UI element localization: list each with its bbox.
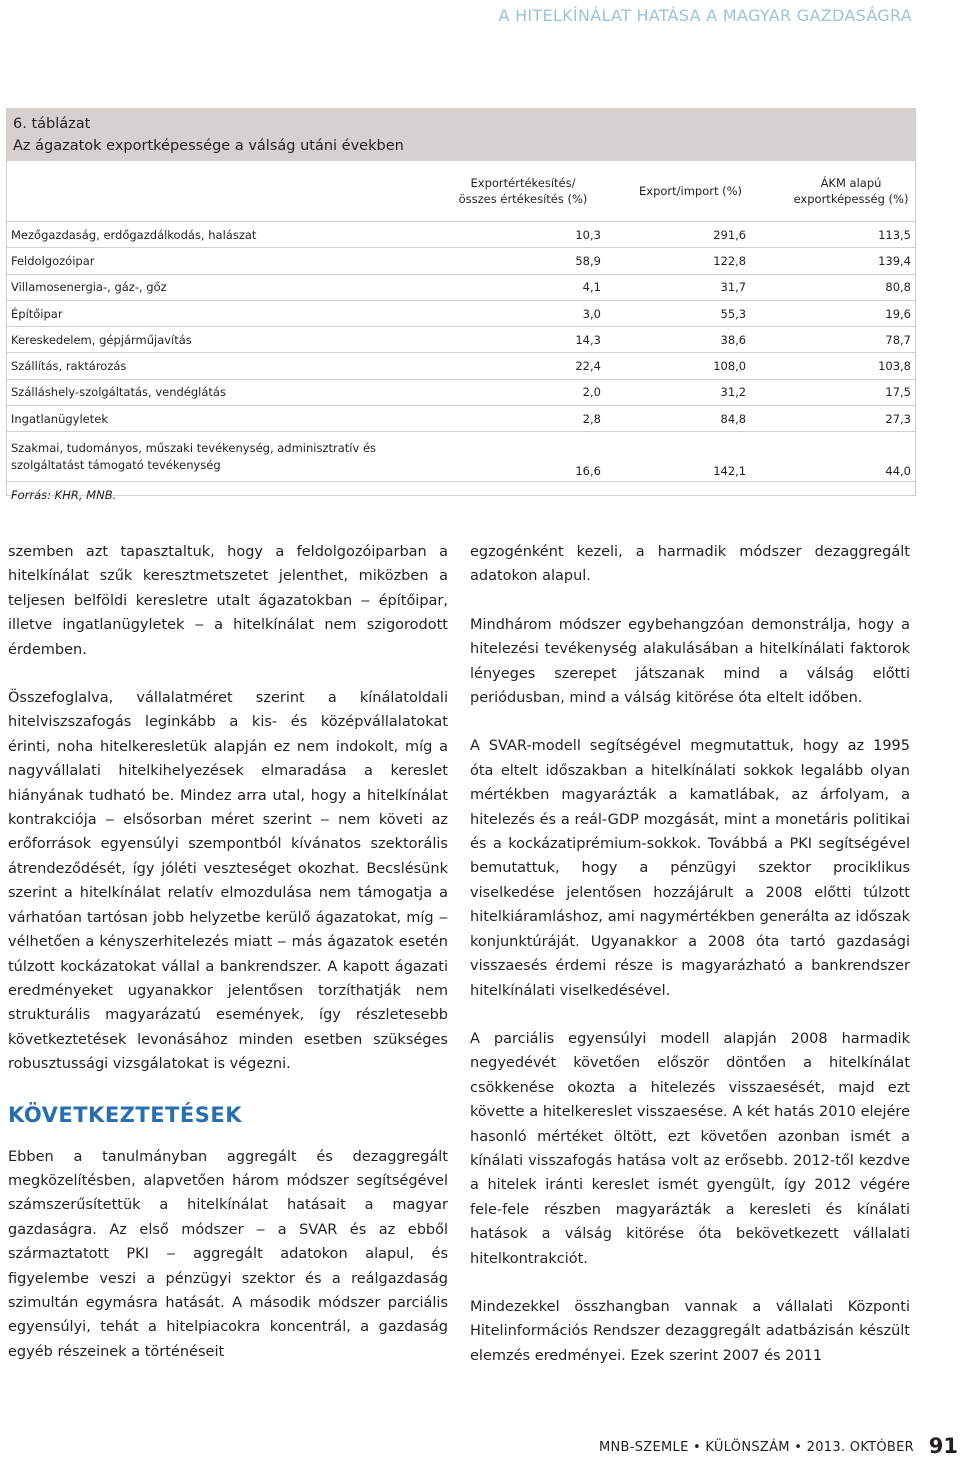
- row-value-2: 31,2: [720, 385, 747, 400]
- row-name: Építőipar: [11, 306, 63, 321]
- table-row: [7, 248, 915, 274]
- paragraph: Ebben a tanulmányban aggregált és dezaggregált megközelítésben, alapvetően három módszer segítségével számszerűsítettük a hitelkínálat hatásait a magyar gazdaságra. Az első módszer ‒ a SVAR és az ebből származtatott PKI ‒ aggregált adatokon alapul, és figyelembe veszi a pénzügyi szektor és a reálgazdaság szimultán egymásra hatását. A második módszer parciális egyensúlyi, tehát a hitelpiacokra koncentrál, a gazdaság egyéb részeinek a történéseit: [8, 1148, 448, 1360]
- paragraph: A SVAR-modell segítségével megmutattuk, hogy az 1995 óta eltelt időszakban a hitelkínálati sokkok legalább olyan mértékben magyarázták a kamatlábak, az árfolyam, a hitelezés és a reál-GDP mozgását, mint a monetáris politikai és a kockázatiprémium-sokkok. Továbbá a PKI segítségével bemutattuk, hogy a pénzügyi szektor prociklikus viselkedése jelentősen hozzájárult a 2008 előtti túlzott hitelkiáramláshoz, ami nagymértékben generálta az időszak konjunktúráját. Ugyanakkor a 2008 óta tartó gazdasági visszaesés érdemi része is magyarázható a bankrendszer hitelkínálati viselkedésével.: [470, 738, 910, 999]
- row-value-3: 19,6: [885, 306, 911, 321]
- header-sector: [7, 161, 431, 222]
- row-name: Kereskedelem, gépjárműjavítás: [11, 332, 192, 347]
- row-value-3: 103,8: [878, 359, 911, 374]
- row-value-1: 3,0: [582, 306, 601, 321]
- paragraph: Mindezekkel összhangban vannak a vállalati Központi Hitelinformációs Rendszer dezaggregált adatbázisán készült elemzés eredményei. Ezek szerint 2007 és 2011: [470, 1298, 910, 1364]
- row-value-2: 122,8: [713, 253, 747, 268]
- paragraph: szemben azt tapasztaltuk, hogy a feldolgozóiparban a hitelkínálat szűk keresztmetszetet jelenthet, miközben a teljesen belföldi keresletre utalt ágazatokban ‒ építőipar, illetve ingatlanügyletek ‒ a hitelkínálat nem szigorodott érdemben.: [8, 544, 448, 658]
- header-export-import: Export/import (%): [639, 184, 743, 198]
- row-name: Szakmai, tudományos, műszaki tevékenység, adminisztratív és szolgáltatást támogató tevékenység: [11, 440, 377, 472]
- row-value-1: 4,1: [582, 280, 601, 295]
- row-name: Szálláshely-szolgáltatás, vendéglátás: [11, 385, 226, 400]
- row-value-1: 22,4: [575, 359, 601, 374]
- right-column: [470, 540, 910, 1392]
- table-row: [7, 222, 915, 248]
- row-value-1: 14,3: [575, 332, 601, 347]
- row-value-1: 16,6: [575, 464, 601, 479]
- row-value-3: 80,8: [885, 280, 911, 295]
- table-header-row: [7, 161, 915, 222]
- row-value-1: 58,9: [575, 253, 601, 268]
- paragraph: Mindhárom módszer egybehangzóan demonstrálja, hogy a hitelezési tevékenység alakulásában a hitelkínálati faktorok lényeges szerepet játszanak mind a válság előtti periódusban, mind a válság kitörése óta eltelt időben.: [470, 616, 910, 707]
- table-number: 6. táblázat: [13, 116, 91, 132]
- running-head: A HITELKÍNÁLAT HATÁSA A MAGYAR GAZDASÁGRA: [498, 6, 912, 25]
- table-source: Forrás: KHR, MNB.: [7, 481, 915, 502]
- row-value-2: 84,8: [720, 411, 747, 426]
- row-value-1: 2,8: [582, 411, 601, 426]
- row-value-3: 27,3: [885, 411, 911, 426]
- table-row: [7, 406, 915, 432]
- table-row: [7, 300, 915, 326]
- table-row: [7, 353, 915, 379]
- header-export-share: Exportértékesítés/ összes értékesítés (%): [458, 176, 588, 206]
- left-column: [8, 540, 448, 1388]
- row-value-2: 55,3: [720, 306, 747, 321]
- row-name: Villamosenergia-, gáz-, gőz: [11, 280, 167, 295]
- section-heading: KÖVETKEZTETÉSEK: [8, 1102, 242, 1127]
- row-name: Ingatlanügyletek: [11, 411, 108, 426]
- row-value-3: 44,0: [885, 464, 911, 479]
- row-value-2: 31,7: [720, 280, 747, 295]
- row-value-1: 10,3: [575, 227, 601, 242]
- table-row: [7, 432, 915, 482]
- row-value-3: 139,4: [878, 253, 911, 268]
- row-name: Szállítás, raktározás: [11, 359, 127, 374]
- row-value-2: 108,0: [713, 359, 747, 374]
- row-value-2: 291,6: [713, 227, 747, 242]
- row-value-2: 142,1: [713, 464, 747, 479]
- export-table: [7, 161, 915, 481]
- row-value-2: 38,6: [720, 332, 747, 347]
- paragraph: Összefoglalva, vállalatméret szerint a kínálatoldali hitelviszszafogás leginkább a kis- és középvállalatokat érinti, noha hitelkeresletük alapján ez nem indokolt, míg a nagyvállalati hitelkihelyezések elmaradása a kereslet hiányának tudható be. Mindez arra utal, hogy a hitelkínálat kontrakciója ‒ elsősorban méret szerint ‒ nem követi az erőforrások egyensúlyi szempontból kívánatos szektorális átrendeződését, így jóléti veszteséget okozhat. Becslésünk szerint a hitelkínálat relatív elmozdulása nem támogatja a várhatóan tartósan jobb helyzetbe kerülő ágazatokat, míg ‒ vélhetően a kényszerhitelezés miatt ‒ más ágazatok esetén túlzott kockázatokat vállal a bankrendszer. A kapott ágazati eredményeket ugyanakkor jelentősen torzíthatják nem strukturális magyarázatú események, így részletesebb következtetések levonásához minden esetben szükséges robusztussági vizsgálatokat is végezni.: [8, 690, 448, 1073]
- row-value-3: 17,5: [885, 385, 911, 400]
- header-akm: ÁKM alapú exportképesség (%): [793, 176, 909, 206]
- row-name: Feldolgozóipar: [11, 253, 95, 268]
- table-6: [6, 108, 916, 503]
- table-row: [7, 379, 915, 405]
- table-title: Az ágazatok exportképessége a válság utáni években: [13, 138, 404, 154]
- row-value-3: 113,5: [878, 227, 911, 242]
- footer-publication: MNB-SZEMLE • KÜLÖNSZÁM • 2013. OKTÓBER: [599, 1440, 914, 1455]
- table-row: [7, 274, 915, 300]
- row-name: Mezőgazdaság, erdőgazdálkodás, halászat: [11, 227, 257, 242]
- table-row: [7, 327, 915, 353]
- table-caption: [7, 109, 915, 161]
- paragraph: egzogénként kezeli, a harmadik módszer dezaggregált adatokon alapul.: [470, 544, 910, 585]
- row-value-3: 78,7: [885, 332, 911, 347]
- page-number: 91: [928, 1434, 958, 1458]
- paragraph: A parciális egyensúlyi modell alapján 2008 harmadik negyedévét követően először döntően a hitelkínálat csökkenése okozta a hitelezés visszaesését, majd ezt követte a hitelkereslet visszaesése. A két hatás 2010 elejére hasonló mértéket öltött, ezt követően azonban ismét a kínálati visszafogás hatása volt az erősebb. 2012-től kezdve a hitelek iránti kereslet ismét gyengült, így 2012 végére fele-fele részben magyarázták a keresleti és kínálati hatások a válság kitörése óta bekövetkezett vállalati hitelkontrakciót.: [470, 1030, 910, 1267]
- row-value-1: 2,0: [582, 385, 601, 400]
